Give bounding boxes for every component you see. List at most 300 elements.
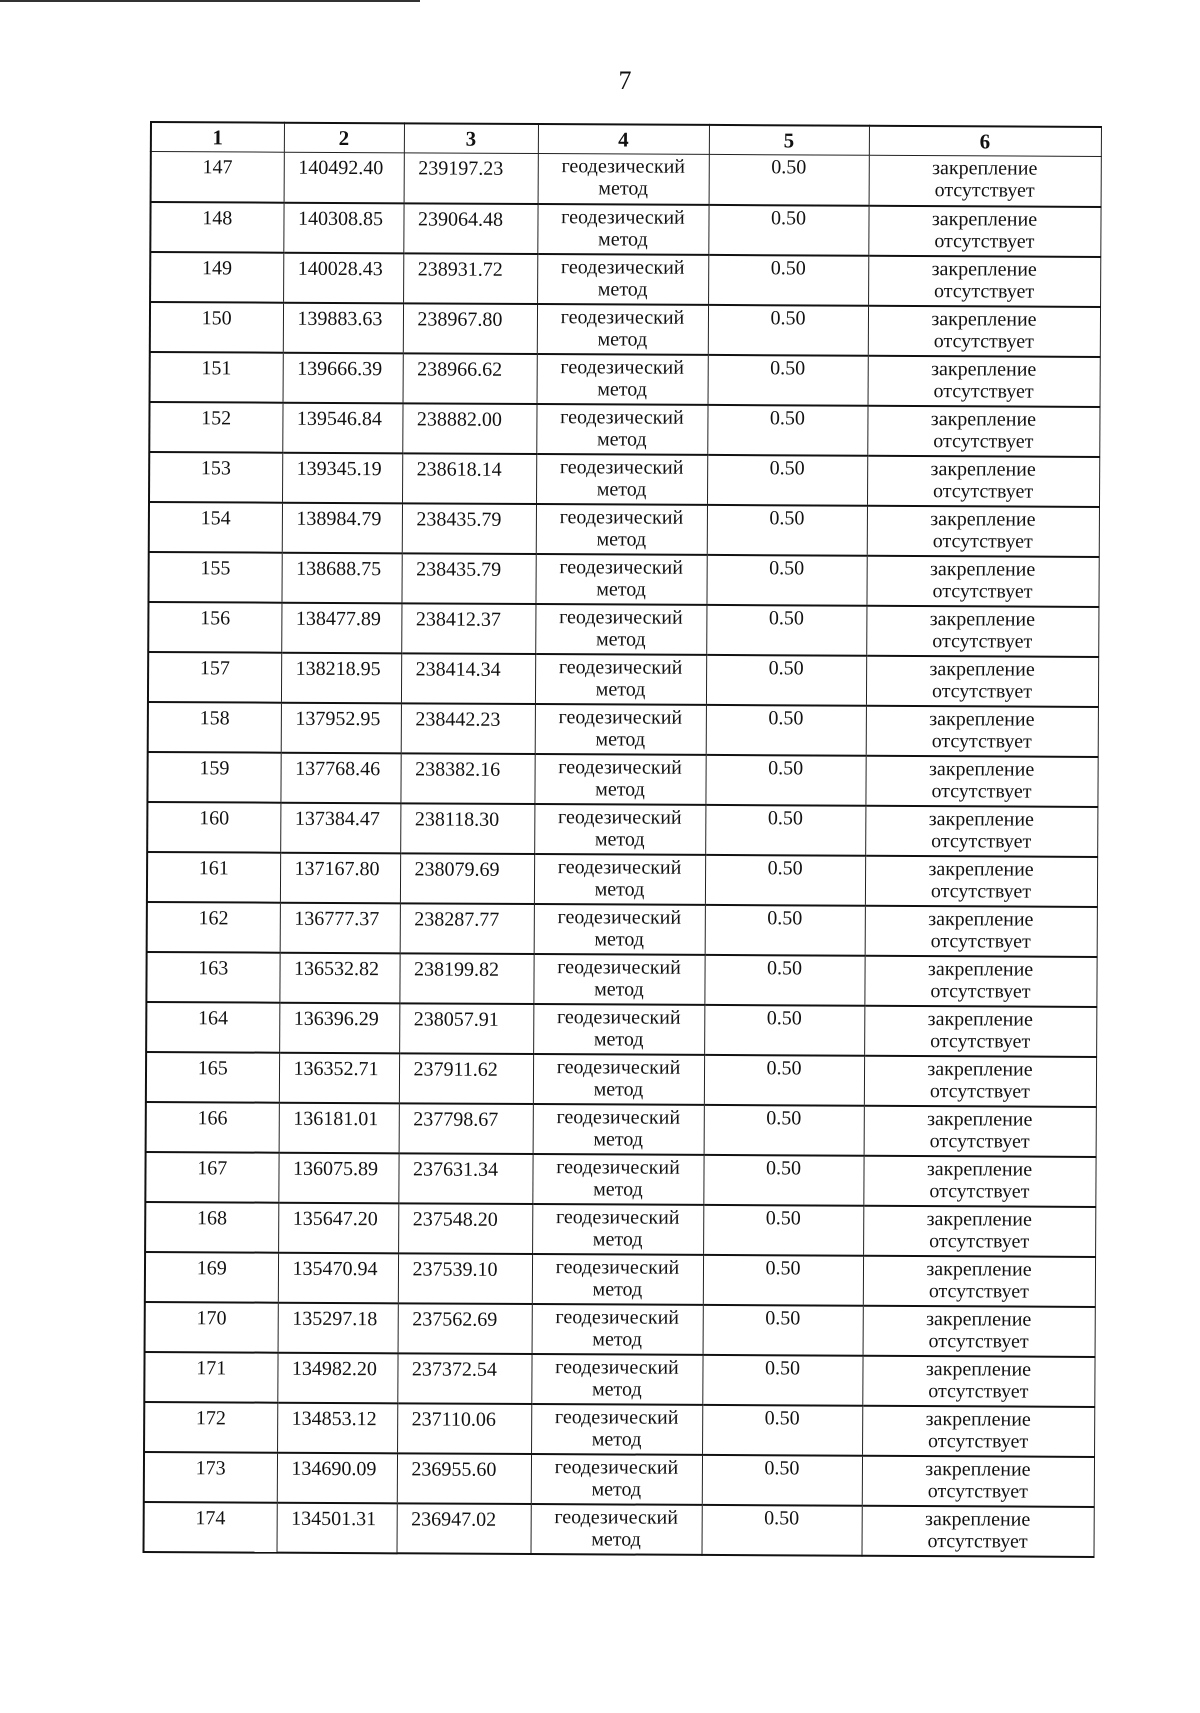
coordinate-x: 140492.40	[284, 152, 404, 203]
method-line-2: метод	[595, 727, 646, 751]
coordinates-table	[143, 121, 1102, 1557]
coordinate-x: 136352.71	[279, 1052, 399, 1103]
table-row	[147, 901, 1097, 956]
method-line-1: геодезический	[558, 655, 683, 679]
fixation-cell	[864, 1055, 1096, 1106]
fixation-cell	[867, 505, 1099, 556]
table-row	[145, 1151, 1095, 1206]
table-row	[147, 751, 1097, 806]
table-row	[146, 1001, 1096, 1056]
method-cell	[534, 904, 705, 955]
fixation-line-1: закрепление	[929, 707, 1035, 731]
table-row	[147, 851, 1097, 906]
coordinate-x: 138477.89	[281, 602, 401, 653]
coordinate-y: 237372.54	[397, 1353, 531, 1404]
fixation-cell	[868, 355, 1100, 406]
coordinate-x: 136777.37	[280, 902, 400, 953]
point-number: 159	[147, 751, 280, 802]
table-row	[148, 701, 1098, 756]
coordinate-x: 136532.82	[279, 952, 399, 1003]
method-line-1: геодезический	[559, 555, 684, 579]
accuracy-value: 0.50	[703, 1254, 863, 1305]
method-line-1: геодезический	[558, 755, 682, 779]
table-row	[146, 951, 1096, 1006]
method-line-1: геодезический	[560, 255, 685, 279]
point-number: 165	[146, 1051, 279, 1102]
method-line-1: геодезический	[557, 955, 681, 979]
coordinate-x: 139666.39	[283, 352, 403, 403]
method-line-2: метод	[594, 877, 645, 901]
method-line-2: метод	[591, 1427, 642, 1451]
accuracy-value: 0.50	[703, 1204, 863, 1255]
coordinate-y: 238967.80	[403, 303, 537, 354]
method-line-2: метод	[591, 1527, 641, 1551]
coordinate-y: 237548.20	[398, 1203, 532, 1254]
fixation-cell	[863, 1205, 1095, 1256]
fixation-cell	[862, 1405, 1094, 1456]
table-row	[144, 1351, 1094, 1406]
coordinate-y: 238412.37	[401, 603, 535, 654]
table-row	[151, 152, 1101, 207]
accuracy-value: 0.50	[708, 254, 868, 305]
method-line-1: геодезический	[559, 605, 683, 629]
accuracy-value: 0.50	[706, 554, 866, 605]
table-row	[144, 1401, 1094, 1456]
coordinate-x: 134982.20	[277, 1352, 397, 1403]
method-line-2: метод	[593, 1027, 644, 1051]
fixation-line-2: отсутствует	[931, 829, 1032, 853]
method-cell	[537, 354, 708, 405]
fixation-line-1: закрепление	[927, 957, 1034, 981]
coordinate-x: 140308.85	[283, 202, 403, 253]
column-header-5: 5	[709, 125, 869, 155]
coordinate-x: 134853.12	[277, 1402, 397, 1453]
point-number: 148	[150, 202, 283, 253]
method-line-2: метод	[597, 277, 648, 301]
point-number: 160	[147, 801, 280, 852]
coordinate-y: 237539.10	[398, 1253, 532, 1304]
fixation-line-1: закрепление	[930, 557, 1036, 581]
method-line-2: метод	[591, 1477, 642, 1501]
fixation-cell	[862, 1355, 1094, 1406]
method-line-1: геодезический	[557, 905, 682, 929]
fixation-cell	[865, 905, 1097, 956]
coordinate-x: 138984.79	[282, 502, 402, 553]
method-cell	[532, 1204, 703, 1255]
method-line-2: метод	[593, 1177, 643, 1201]
fixation-cell	[867, 405, 1099, 456]
method-line-2: метод	[592, 1327, 642, 1351]
method-line-2: метод	[596, 427, 647, 451]
accuracy-value: 0.50	[702, 1354, 862, 1405]
method-line-1: геодезический	[561, 205, 685, 229]
method-cell	[533, 1104, 704, 1155]
fixation-cell	[868, 305, 1100, 356]
coordinate-y: 236947.02	[397, 1503, 531, 1554]
fixation-line-1: закрепление	[926, 1207, 1032, 1231]
coordinate-y: 237911.62	[399, 1053, 533, 1104]
fixation-line-2: отсутствует	[932, 479, 1034, 503]
fixation-line-1: закрепление	[925, 1407, 1031, 1431]
coordinate-y: 237110.06	[397, 1403, 531, 1454]
accuracy-value: 0.50	[704, 1054, 864, 1105]
fixation-line-1: закрепление	[930, 507, 1036, 531]
table-row	[149, 402, 1099, 457]
table-row	[145, 1301, 1095, 1356]
point-number: 151	[150, 352, 283, 403]
fixation-line-1: закрепление	[929, 607, 1036, 631]
fixation-line-1: закрепление	[925, 1457, 1031, 1481]
fixation-cell	[868, 255, 1100, 306]
coordinate-y: 238199.82	[399, 953, 533, 1004]
fixation-line-2: отсутствует	[928, 1429, 1029, 1453]
fixation-line-1: закрепление	[926, 1307, 1032, 1331]
point-number: 147	[151, 152, 284, 203]
column-header-4: 4	[538, 124, 709, 154]
accuracy-value: 0.50	[706, 704, 866, 755]
coordinate-x: 139546.84	[282, 402, 402, 453]
accuracy-value: 0.50	[708, 204, 868, 255]
accuracy-value: 0.50	[702, 1454, 862, 1505]
method-line-2: метод	[596, 577, 646, 601]
method-line-2: метод	[596, 527, 647, 551]
method-line-2: метод	[595, 677, 646, 701]
coordinate-x: 134501.31	[277, 1502, 397, 1553]
point-number: 161	[147, 851, 280, 902]
method-line-1: геодезический	[555, 1305, 680, 1329]
point-number: 164	[146, 1001, 279, 1052]
fixation-line-1: закрепление	[927, 1007, 1033, 1031]
page-number: 7	[618, 66, 632, 95]
method-line-2: метод	[592, 1277, 643, 1301]
fixation-line-2: отсутствует	[932, 579, 1033, 603]
coordinate-x: 135470.94	[278, 1252, 398, 1303]
method-cell	[533, 954, 704, 1005]
coordinate-x: 134690.09	[277, 1452, 397, 1503]
method-cell	[538, 154, 709, 205]
fixation-cell	[863, 1155, 1095, 1206]
column-header-3: 3	[404, 123, 538, 153]
fixation-cell	[863, 1255, 1095, 1306]
method-cell	[536, 404, 707, 455]
fixation-line-1: закрепление	[931, 357, 1037, 381]
method-line-1: геодезический	[556, 1105, 681, 1129]
table-row	[150, 252, 1100, 307]
coordinate-x: 137167.80	[280, 852, 400, 903]
fixation-line-2: отсутствует	[930, 979, 1031, 1003]
method-line-2: метод	[592, 1227, 643, 1251]
coordinate-y: 238079.69	[400, 853, 534, 904]
method-line-1: геодезический	[555, 1255, 680, 1279]
method-cell	[537, 304, 708, 355]
coordinate-x: 137768.46	[280, 752, 400, 803]
method-line-1: геодезический	[557, 855, 682, 879]
coordinate-x: 136396.29	[279, 1002, 399, 1053]
fixation-line-2: отсутствует	[930, 879, 1032, 903]
fixation-cell	[867, 455, 1099, 506]
fixation-cell	[862, 1505, 1094, 1556]
point-number: 171	[144, 1351, 277, 1402]
coordinate-x: 139883.63	[283, 302, 403, 353]
fixation-cell	[865, 855, 1097, 906]
method-line-2: метод	[598, 227, 648, 251]
method-line-2: метод	[591, 1377, 642, 1401]
fixation-line-2: отсутствует	[934, 229, 1035, 253]
point-number: 149	[150, 252, 283, 303]
method-line-2: метод	[598, 177, 649, 200]
point-number: 170	[145, 1301, 278, 1352]
method-cell	[534, 854, 705, 905]
method-line-1: геодезический	[559, 455, 684, 479]
point-number: 173	[144, 1451, 277, 1502]
coordinate-x: 136181.01	[279, 1102, 399, 1153]
fixation-line-1: закрепление	[929, 657, 1035, 681]
accuracy-value: 0.50	[704, 1104, 864, 1155]
accuracy-value: 0.50	[705, 904, 865, 955]
table-row	[149, 452, 1099, 507]
column-header-1: 1	[151, 122, 284, 152]
accuracy-value: 0.50	[702, 1404, 862, 1455]
accuracy-value: 0.50	[707, 454, 867, 505]
fixation-line-1: закрепление	[931, 307, 1037, 331]
fixation-line-1: закрепление	[928, 807, 1035, 831]
accuracy-value: 0.50	[708, 304, 868, 355]
method-line-2: метод	[594, 927, 645, 951]
table-row	[150, 352, 1100, 407]
fixation-line-2: отсутствует	[928, 1379, 1029, 1403]
fixation-line-1: закрепление	[927, 1107, 1033, 1131]
fixation-cell	[866, 655, 1098, 706]
method-cell	[534, 804, 705, 855]
table-row	[144, 1501, 1094, 1556]
method-line-1: геодезический	[560, 355, 685, 379]
fixation-line-2: отсутствует	[927, 1479, 1028, 1503]
accuracy-value: 0.50	[702, 1504, 862, 1555]
accuracy-value: 0.50	[709, 154, 869, 205]
fixation-line-1: закрепление	[928, 857, 1034, 881]
fixation-line-1: закрепление	[926, 1157, 1033, 1181]
fixation-line-2: отсутствует	[934, 179, 1035, 202]
point-number: 166	[146, 1101, 279, 1152]
coordinate-y: 237798.67	[399, 1103, 533, 1154]
method-line-1: геодезический	[554, 1455, 679, 1479]
fixation-line-2: отсутствует	[933, 379, 1034, 403]
method-line-2: метод	[595, 627, 646, 651]
coordinate-y: 238118.30	[400, 803, 534, 854]
coordinate-y: 238414.34	[401, 653, 535, 704]
method-cell	[533, 1004, 704, 1055]
method-line-1: геодезический	[559, 505, 684, 529]
fixation-line-2: отсутствует	[931, 729, 1032, 753]
fixation-cell	[865, 805, 1097, 856]
method-line-1: геодезический	[560, 305, 685, 329]
column-header-2: 2	[284, 123, 404, 153]
point-number: 163	[146, 951, 279, 1002]
table-row	[150, 302, 1100, 357]
fixation-cell	[866, 705, 1098, 756]
fixation-cell	[864, 1105, 1096, 1156]
method-cell	[531, 1454, 702, 1505]
fixation-cell	[869, 155, 1101, 206]
accuracy-value: 0.50	[703, 1154, 863, 1205]
table-row	[144, 1451, 1094, 1506]
coordinate-x: 135297.18	[278, 1302, 398, 1353]
coordinate-x: 139345.19	[282, 452, 402, 503]
accuracy-value: 0.50	[707, 404, 867, 455]
table-row	[146, 1101, 1096, 1156]
method-cell	[535, 604, 706, 655]
method-cell	[536, 504, 707, 555]
coordinate-y: 238966.62	[403, 353, 537, 404]
coordinate-x: 136075.89	[278, 1152, 398, 1203]
accuracy-value: 0.50	[704, 954, 864, 1005]
fixation-line-2: отсутствует	[929, 1079, 1031, 1103]
accuracy-value: 0.50	[704, 1004, 864, 1055]
method-cell	[532, 1304, 703, 1355]
method-cell	[537, 204, 708, 255]
fixation-line-2: отсутствует	[931, 679, 1033, 703]
table-row	[150, 202, 1100, 257]
table-row	[145, 1201, 1095, 1256]
fixation-line-2: отсутствует	[934, 279, 1035, 303]
accuracy-value: 0.50	[705, 804, 865, 855]
fixation-cell	[864, 955, 1096, 1006]
method-line-1: геодезический	[554, 1405, 679, 1429]
method-line-2: метод	[594, 827, 645, 851]
fixation-line-2: отсутствует	[928, 1279, 1029, 1303]
column-header-6: 6	[869, 126, 1101, 157]
method-cell	[535, 654, 706, 705]
fixation-line-1: закрепление	[925, 1507, 1031, 1531]
point-number: 152	[149, 402, 282, 453]
point-number: 162	[147, 901, 280, 952]
method-line-2: метод	[597, 327, 648, 351]
point-number: 154	[149, 502, 282, 553]
table-row	[148, 551, 1098, 606]
table-row	[148, 651, 1098, 706]
fixation-line-2: отсутствует	[928, 1329, 1029, 1353]
coordinate-y: 238931.72	[403, 253, 537, 304]
fixation-cell	[868, 205, 1100, 256]
method-cell	[532, 1254, 703, 1305]
coordinate-y: 236955.60	[397, 1453, 531, 1504]
fixation-line-2: отсутствует	[930, 1029, 1031, 1053]
table-row	[145, 1251, 1095, 1306]
fixation-line-2: отсутствует	[927, 1529, 1028, 1553]
point-number: 174	[144, 1501, 277, 1552]
coordinate-x: 135647.20	[278, 1202, 398, 1253]
table-row	[147, 801, 1097, 856]
fixation-cell	[862, 1455, 1094, 1506]
method-line-2: метод	[594, 977, 644, 1001]
accuracy-value: 0.50	[706, 604, 866, 655]
accuracy-value: 0.50	[706, 654, 866, 705]
coordinate-y: 238442.23	[401, 703, 535, 754]
point-number: 168	[145, 1201, 278, 1252]
method-cell	[531, 1354, 702, 1405]
method-cell	[534, 754, 705, 805]
fixation-line-2: отсутствует	[933, 329, 1034, 353]
fixation-cell	[866, 555, 1098, 606]
fixation-line-1: закрепление	[931, 207, 1038, 231]
coordinate-y: 238382.16	[400, 753, 534, 804]
coordinate-x: 138218.95	[281, 652, 401, 703]
fixation-line-1: закрепление	[932, 157, 1038, 180]
fixation-line-2: отсутствует	[932, 529, 1033, 553]
method-line-1: геодезический	[554, 1505, 679, 1529]
point-number: 158	[148, 701, 281, 752]
method-line-1: геодезический	[556, 1055, 681, 1079]
coordinate-x: 138688.75	[281, 552, 401, 603]
method-cell	[532, 1154, 703, 1205]
coordinate-y: 239064.48	[403, 203, 537, 254]
point-number: 172	[144, 1401, 277, 1452]
coordinate-x: 137952.95	[281, 702, 401, 753]
coordinates-sheet	[142, 121, 1100, 1576]
fixation-line-1: закрепление	[925, 1357, 1032, 1381]
fixation-line-2: отсутствует	[930, 929, 1031, 953]
point-number: 169	[145, 1251, 278, 1302]
coordinate-y: 237631.34	[398, 1153, 532, 1204]
fixation-line-2: отсутствует	[932, 629, 1033, 653]
fixation-cell	[866, 605, 1098, 656]
point-number: 150	[150, 302, 283, 353]
table-body	[144, 152, 1101, 1557]
accuracy-value: 0.50	[703, 1304, 863, 1355]
coordinate-y: 238882.00	[402, 403, 536, 454]
coordinate-y: 238057.91	[399, 1003, 533, 1054]
table-row	[149, 502, 1099, 557]
method-line-1: геодезический	[555, 1205, 680, 1229]
fixation-line-2: отсутствует	[929, 1179, 1030, 1203]
method-cell	[535, 704, 706, 755]
coordinate-y: 238435.79	[401, 553, 535, 604]
fixation-cell	[865, 755, 1097, 806]
method-cell	[531, 1404, 702, 1455]
method-cell	[531, 1504, 702, 1555]
fixation-line-2: отсутствует	[929, 1129, 1030, 1153]
coordinate-y: 237562.69	[398, 1303, 532, 1354]
fixation-cell	[863, 1305, 1095, 1356]
accuracy-value: 0.50	[705, 754, 865, 805]
fixation-line-1: закрепление	[928, 757, 1035, 781]
method-line-1: геодезический	[556, 1005, 681, 1029]
fixation-line-1: закрепление	[927, 1057, 1033, 1081]
point-number: 157	[148, 651, 281, 702]
method-cell	[536, 454, 707, 505]
fixation-line-1: закрепление	[930, 457, 1036, 481]
fixation-line-1: закрепление	[931, 257, 1037, 281]
accuracy-value: 0.50	[705, 854, 865, 905]
coordinate-y: 238435.79	[402, 503, 536, 554]
scan-edge-line	[0, 0, 420, 2]
coordinate-x: 137384.47	[280, 802, 400, 853]
method-cell	[533, 1054, 704, 1105]
fixation-line-1: закрепление	[928, 907, 1034, 931]
table-row	[148, 601, 1098, 656]
method-line-1: геодезический	[555, 1355, 679, 1379]
method-line-2: метод	[596, 477, 647, 501]
fixation-line-2: отсутствует	[929, 1229, 1030, 1253]
table-row	[146, 1051, 1096, 1106]
method-line-2: метод	[593, 1127, 644, 1151]
point-number: 167	[145, 1151, 278, 1202]
coordinate-y: 238618.14	[402, 453, 536, 504]
point-number: 156	[148, 601, 281, 652]
point-number: 153	[149, 452, 282, 503]
method-line-2: метод	[593, 1077, 644, 1101]
fixation-line-2: отсутствует	[931, 779, 1032, 803]
